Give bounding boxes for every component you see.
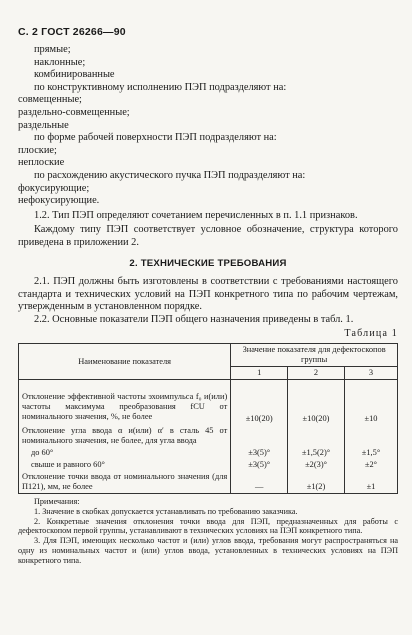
- notes-title: Примечания:: [34, 497, 80, 507]
- column-header-name: Наименование показателя: [19, 344, 231, 380]
- text-line: по расхождению акустического пучка ПЭП подразделяют на:: [34, 169, 306, 181]
- row-value: ±3(5)°: [231, 459, 288, 471]
- note-2: 2. Конкретные значения отклонения точки ввода для ПЭП, предназначенных для работы с дефектоскопом первой группы, устанавливают в технических условиях на ПЭП конкретного типа.: [18, 516, 398, 536]
- section-heading: 2. ТЕХНИЧЕСКИЕ ТРЕБОВАНИЯ: [129, 257, 287, 269]
- text-line: по конструктивному исполнению ПЭП подразделяют на:: [34, 81, 287, 93]
- row-value: —: [231, 471, 288, 494]
- document-body: [18, 44, 398, 566]
- row-name: Отклонение точки ввода от номинального значения (для П121), мм, не более: [19, 471, 231, 494]
- row-value-empty: [288, 425, 345, 447]
- text-line: совмещенные;: [18, 94, 82, 106]
- note-3: 3. Для ПЭП, имеющих несколько частот и (или) углов ввода, требования могут распространяться на одну из номинальных частот и (или) углов ввода, установленных в технических условиях на ПЭП конкретного типа.: [18, 536, 398, 565]
- paragraph-1-2: 1.2. Тип ПЭП определяют сочетанием перечисленных в п. 1.1 признаков.: [34, 209, 358, 221]
- text-line: неплоские: [18, 157, 65, 169]
- page-header: С. 2 ГОСТ 26266—90: [18, 26, 126, 38]
- table-header-row: [19, 344, 398, 367]
- text-line: по форме рабочей поверхности ПЭП подразделяют на:: [34, 132, 277, 144]
- text-line: раздельно-совмещенные;: [18, 106, 130, 118]
- text-line: наклонные;: [34, 56, 86, 68]
- row-value: ±1: [344, 471, 397, 494]
- row-value-empty: [231, 425, 288, 447]
- text-line: плоские;: [18, 144, 57, 156]
- row-value: ±10(20): [231, 380, 288, 426]
- row-name: Отклонение эффективной частоты эхоимпульса f₀ и(или) частоты максимума преобразования fCU от номинального значения, %, не более: [19, 380, 231, 426]
- table-row: [19, 380, 398, 426]
- row-name: Отклонение угла ввода α и(или) α′ в сталь 45 от номинального значения, не более, для угла ввода: [19, 425, 231, 447]
- row-name: до 60°: [19, 447, 231, 459]
- row-value: ±2°: [344, 459, 397, 471]
- column-header-group-1: 1: [231, 367, 288, 380]
- text-line: комбинированные: [34, 69, 115, 81]
- paragraph-2-1: 2.1. ПЭП должны быть изготовлены в соответствии с требованиями настоящего стандарта и технических условий на ПЭП конкретного типа по рабочим чертежам, утвержденным в установленном порядке.: [18, 276, 398, 313]
- requirements-table: [18, 343, 398, 494]
- text-line: нефокусирующие.: [18, 195, 100, 207]
- row-value: ±10(20): [288, 380, 345, 426]
- column-header-group-2: 2: [288, 367, 345, 380]
- text-line: прямые;: [34, 44, 71, 55]
- row-value: ±1,5°: [344, 447, 397, 459]
- column-header-group-3: 3: [344, 367, 397, 380]
- row-value: ±10: [344, 380, 397, 426]
- table-row: [19, 471, 398, 494]
- table-row: [19, 425, 398, 447]
- table-notes: [18, 497, 398, 566]
- row-name: свыше и равного 60°: [19, 459, 231, 471]
- row-value: ±1,5(2)°: [288, 447, 345, 459]
- row-value: ±2(3)°: [288, 459, 345, 471]
- column-header-group: Значение показателя для дефектоскопов группы: [231, 344, 398, 367]
- row-value-empty: [344, 425, 397, 447]
- note-1: 1. Значение в скобках допускается устанавливать по требованию заказчика.: [34, 506, 298, 516]
- table-row: [19, 459, 398, 471]
- paragraph-2-2: 2.2. Основные показатели ПЭП общего назначения приведены в табл. 1.: [34, 313, 354, 325]
- table-caption: Таблица 1: [344, 328, 398, 340]
- table-row: [19, 447, 398, 459]
- text-line: фокусирующие;: [18, 182, 90, 194]
- text-line: раздельные: [18, 119, 69, 131]
- row-value: ±1(2): [288, 471, 345, 494]
- paragraph-1-2b: Каждому типу ПЭП соответствует условное обозначение, структура которого приведена в приложении 2.: [18, 224, 398, 248]
- row-value: ±3(5)°: [231, 447, 288, 459]
